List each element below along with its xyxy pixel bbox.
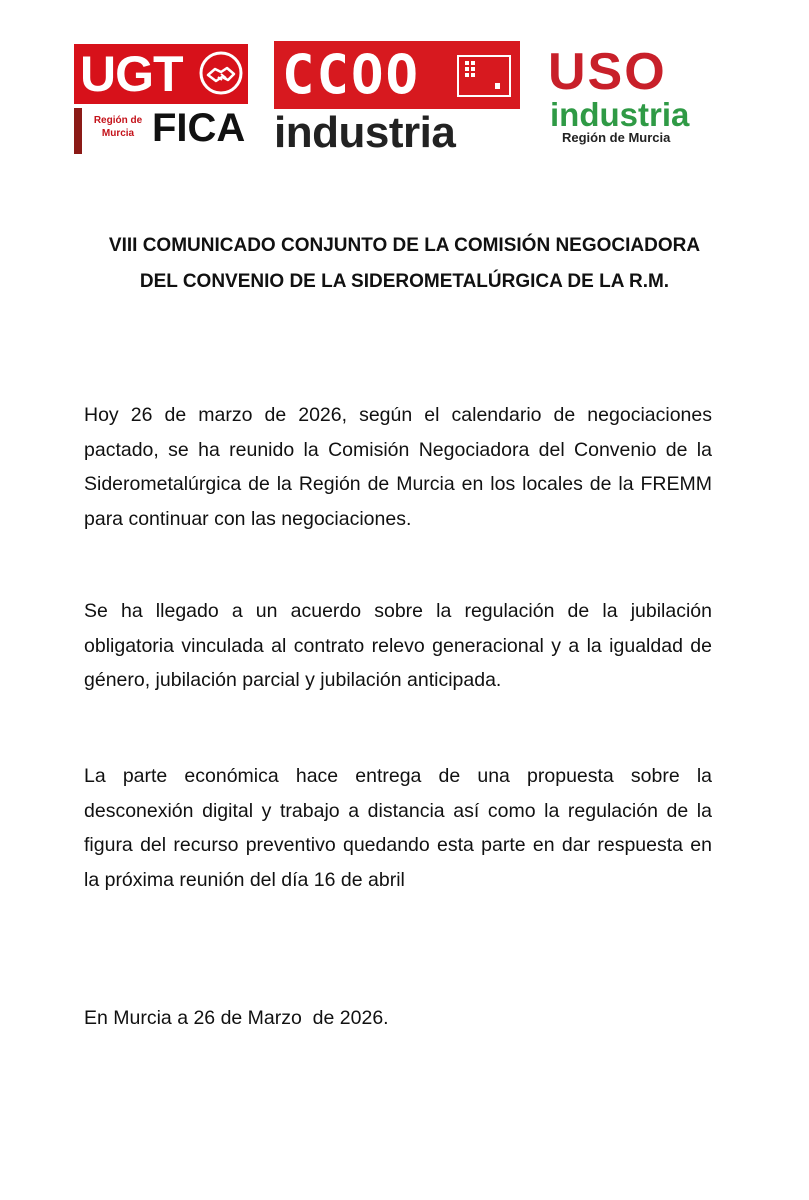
paragraph-proposal: La parte económica hace entrega de una propuesta sobre la desconexión digital y trabajo a distancia así como la regulación de la figura del recurso preventivo quedando esta parte en dar respuesta en la próxima reunión del día 16 de abril xyxy=(84,765,712,891)
ccoo-red-banner xyxy=(274,41,520,109)
ugt-red-banner xyxy=(74,44,248,104)
murcia-flag-icon xyxy=(457,55,511,97)
uso-sector-label: industria xyxy=(550,96,690,133)
ugt-region-label: Región de Murcia xyxy=(93,115,143,139)
handshake-icon xyxy=(198,50,244,96)
closing-date-line: En Murcia a 26 de Marzo de 2026. xyxy=(84,1007,389,1029)
uso-region-label: Región de Murcia xyxy=(562,130,671,145)
fica-wordmark: FICA xyxy=(152,106,246,150)
paragraph-agreement: Se ha llegado a un acuerdo sobre la regulación de la jubilación obligatoria vinculada al contrato relevo generacional y a la igualdad de género, jubilación parcial y jubilación anticipada. xyxy=(84,600,712,691)
ugt-region-strip xyxy=(74,108,82,154)
ugt-wordmark: UGT xyxy=(80,46,183,102)
ccoo-wordmark: CCOO xyxy=(282,43,421,106)
uso-wordmark: USO xyxy=(548,43,667,101)
ccoo-sector-label: industria xyxy=(274,108,456,157)
document-title-line-1: VIII COMUNICADO CONJUNTO DE LA COMISIÓN NEGOCIADORA xyxy=(108,235,701,256)
paragraph-meeting: Hoy 26 de marzo de 2026, según el calendario de negociaciones pactado, se ha reunido la Comisión Negociadora del Convenio de la Siderometalúrgica de la Región de Murcia en los locales de la FREMM para continuar con las negociaciones. xyxy=(84,404,712,530)
ccoo-industria-logo xyxy=(274,41,522,157)
uso-industria-logo xyxy=(546,43,704,148)
document-title-line-2: DEL CONVENIO DE LA SIDEROMETALÚRGICA DE LA R.M. xyxy=(139,271,670,292)
ugt-fica-logo xyxy=(74,44,250,154)
